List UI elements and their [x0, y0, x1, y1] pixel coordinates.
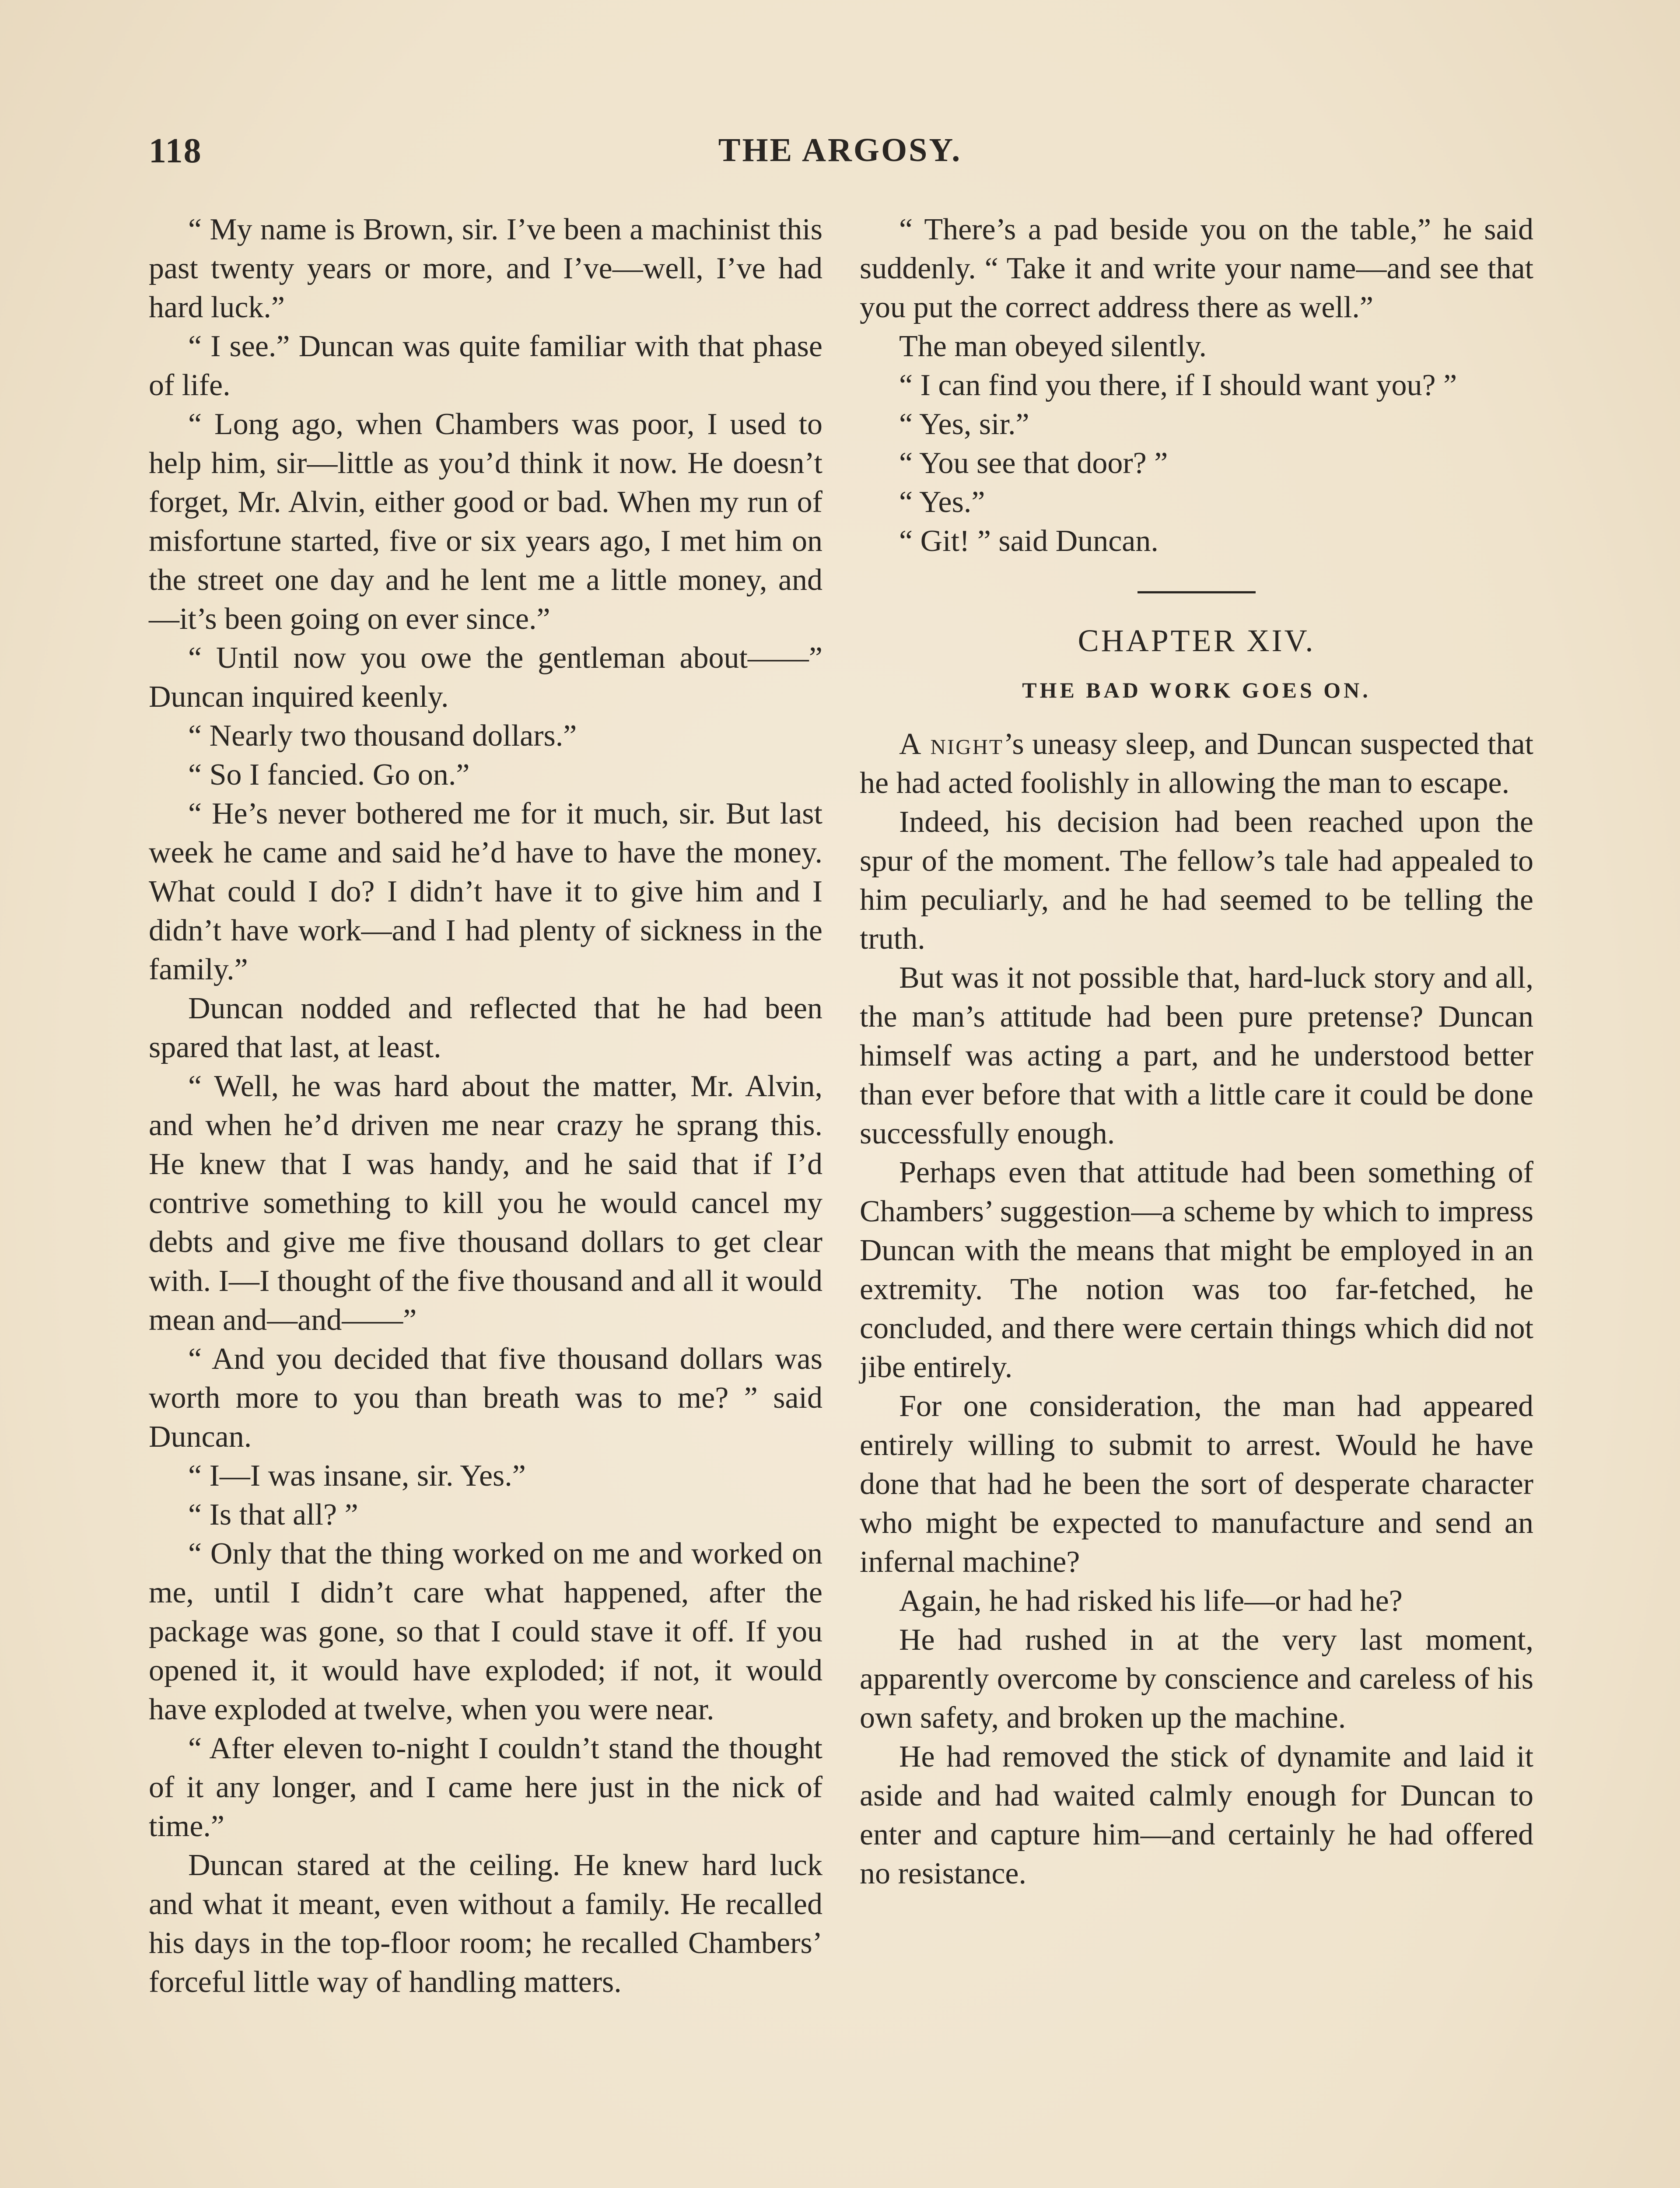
paragraph: “ I can find you there, if I should want you? ” — [899, 368, 1457, 402]
paragraph: “ Well, he was hard about the matter, Mr. Alvin, and when he’d driven me near crazy he sprang this. He knew that I was handy, and he said that if I’d contrive something to kill you he would cancel my debts and give me five thousand dollars to get clear with. I—I thought of the five thousand and all it would mean and—and——” — [149, 1069, 822, 1337]
left-column — [149, 210, 822, 2002]
paragraph: Duncan stared at the ceiling. He knew hard luck and what it meant, even without a family. He recalled his days in the top-floor room; he recalled Chambers’ forceful little way of handling matters. — [149, 1848, 822, 1999]
paragraph: “ After eleven to-night I couldn’t stand the thought of it any longer, and I came here just in the nick of time.” — [149, 1732, 822, 1843]
paragraph: Again, he had risked his life—or had he? — [899, 1584, 1403, 1618]
chapter-subtitle: THE BAD WORK GOES ON. — [1022, 678, 1371, 702]
paragraph: “ Git! ” said Duncan. — [899, 524, 1158, 558]
paragraph: “ You see that door? ” — [899, 446, 1168, 480]
opening-text: ’s uneasy sleep, and Duncan suspected that he had acted foolishly in allowing the man to escape. — [860, 727, 1533, 800]
paragraph: “ Only that the thing worked on me and worked on me, until I didn’t care what happened, after the package was gone, so that I could stave it off. If you opened it, it would have exploded; if not, it would have exploded at twelve, when you were near. — [149, 1537, 822, 1726]
chapter-title: CHAPTER XIV. — [1078, 623, 1316, 658]
page-number: 118 — [149, 132, 202, 170]
paragraph: “ Yes.” — [899, 485, 985, 519]
paragraph: “ I see.” Duncan was quite familiar with that phase of life. — [149, 330, 822, 402]
running-head: THE ARGOSY. — [718, 132, 962, 168]
small-caps-lead: A night — [899, 727, 1004, 761]
paragraph: Perhaps even that attitude had been something of Chambers’ suggestion—a scheme by which to impress Duncan with the means that might be employed in an extremity. The notion was too far-fetched, he concluded, and there were certain things which did not jibe entirely. — [860, 1156, 1533, 1384]
paragraph: “ Is that all? ” — [188, 1498, 358, 1532]
paragraph: For one consideration, the man had appeared entirely willing to submit to arrest. Would he have done that had he been the sort of desperate character who might be expected to manufacture and send an infernal machine? — [860, 1389, 1533, 1579]
paragraph: He had removed the stick of dynamite and laid it aside and had waited calmly enough for Duncan to enter and capture him—and certainly he had offered no resistance. — [860, 1740, 1533, 1890]
paragraph: “ My name is Brown, sir. I’ve been a machinist this past twenty years or more, and I’ve—well, I’ve had hard luck.” — [149, 213, 822, 324]
paragraph: “ He’s never bothered me for it much, sir. But last week he came and said he’d have to have the money. What could I do? I didn’t have it to give him and I didn’t have work—and I had plenty of sickness in the family.” — [149, 797, 822, 986]
paragraph: Indeed, his decision had been reached upon the spur of the moment. The fellow’s tale had appealed to him peculiarly, and he had seemed to be telling the truth. — [860, 805, 1533, 956]
paragraph: “ Until now you owe the gentleman about——” Duncan inquired keenly. — [149, 641, 822, 714]
section-divider — [1138, 591, 1256, 593]
paragraph: Duncan nodded and reflected that he had been spared that last, at least. — [149, 992, 822, 1064]
chapter-opening-paragraph — [860, 725, 1533, 803]
paragraph: “ So I fancied. Go on.” — [188, 758, 470, 792]
paragraph: “ Nearly two thousand dollars.” — [188, 719, 577, 753]
paragraph: “ And you decided that five thousand dollars was worth more to you than breath was to me? ” said Duncan. — [149, 1342, 822, 1454]
paragraph: “ I—I was insane, sir. Yes.” — [188, 1459, 526, 1493]
page-header — [149, 131, 1531, 179]
paragraph: He had rushed in at the very last moment, apparently overcome by conscience and careless of his own safety, and broken up the machine. — [860, 1623, 1533, 1735]
paragraph: The man obeyed silently. — [899, 330, 1207, 363]
paragraph: But was it not possible that, hard-luck story and all, the man’s attitude had been pure pretense? Duncan himself was acting a part, and he understood better than ever before that with a little care it could be done successfully enough. — [860, 961, 1533, 1150]
right-column — [860, 210, 1533, 1893]
paragraph: “ Yes, sir.” — [899, 407, 1029, 441]
paragraph: “ There’s a pad beside you on the table,” he said suddenly. “ Take it and write your name—and see that you put the correct address there as well.” — [860, 213, 1533, 324]
paragraph: “ Long ago, when Chambers was poor, I used to help him, sir—little as you’d think it now. He doesn’t forget, Mr. Alvin, either good or bad. When my run of misfortune started, five or six years ago, I met him on the street one day and he lent me a little money, and —it’s been going on ever since.” — [149, 407, 822, 636]
